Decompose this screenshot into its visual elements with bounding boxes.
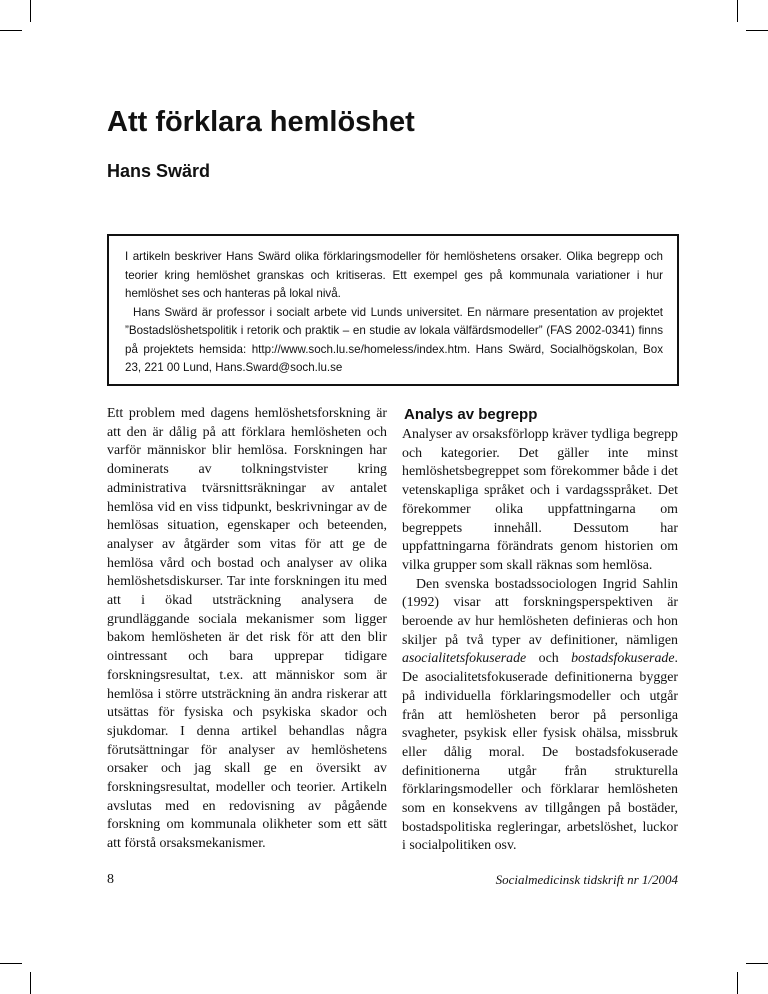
crop-mark-top-right-vertical: [737, 0, 738, 22]
body-paragraph-intro: Ett problem med dagens hemlöshetsforskning är att den är dålig på att förklara hemlösheten och varför människor blir hemlösa. Forskningen har dominerats av tolkningstvister kring administrativa tvärsnittsräkningar av antalet hemlösa vid en viss tidpunkt, beskrivningar av de hemlösas situation, egenskaper och beteenden, analyser av åtgärder som vitas för att ge de hemlösa vård och bostad och analyser av olika hemlöshetsdiskurser. Tar inte forskningen itu med att i ökad utsträckning analysera de grundläggande sociala mekanismer som ligger bakom hemlösheten är det risk för att den blir ointressant och bara upprepar tidigare forskningsresultat, t.ex. att människor som är hemlösa i större utsträckning än andra riskerar att utsättas för fysiska och psykiska skador och sjukdomar. I denna artikel behandlas några förutsättningar för analyser av hemlöshetens orsaker och jag skall ge en översikt av forskningsresultat, modeller och teorier. Artikeln avslutas med en redovisning av pågående forskning om kommunala olikheter som ett sätt att förstå orsaksmekanismer.: [107, 406, 387, 852]
text-segment: Den svenska bostadssociologen Ingrid Sahlin (1992) visar att forskningsperspektiven är beroende av hur hemlösheten definieras och hon skiljer på två typer av definitioner, nämligen: [402, 576, 678, 648]
section-heading: Analys av begrepp: [404, 406, 538, 423]
crop-mark-bottom-right-vertical: [737, 972, 738, 994]
text-segment: och: [526, 651, 572, 667]
crop-mark-bottom-right-horizontal: [746, 963, 768, 964]
crop-mark-bottom-left-vertical: [30, 972, 31, 994]
body-paragraph-definitions: [402, 576, 678, 857]
crop-mark-top-right-horizontal: [746, 30, 768, 31]
abstract-paragraph-author-info: Hans Swärd är professor i socialt arbete vid Lunds universitet. En närmare presentation av projektet ”Bostadslöshetspolitik i retorik och praktik – en studie av lokala välfärdsmodeller” (FAS 2002-0341) finns på projektets hemsida: http://www.soch.lu.se/homeless/index.htm. Hans Swärd, Socialhögskolan, Box 23, 221 00 Lund, Hans.Sward@soch.lu.se: [125, 305, 663, 374]
crop-mark-bottom-left-horizontal: [0, 963, 22, 964]
article-title: Att förklara hemlöshet: [107, 106, 415, 138]
abstract-box: [107, 234, 679, 386]
journal-footer: Socialmedicinsk tidskrift nr 1/2004: [495, 872, 678, 887]
article-author: Hans Swärd: [107, 161, 211, 181]
right-column: [402, 426, 678, 856]
page-number: 8: [107, 872, 114, 887]
body-paragraph-concepts: Analyser av orsaksförlopp kräver tydliga begrepp och kategorier. Det gäller inte minst hemlöshetsbegreppet som förekommer både i det vetenskapliga språket och i vardagsspråket. Det förekommer olika uppfattningarna om begreppets innehåll. Dessutom har uppfattningarna förändrats genom historien om vilka grupper som skall räknas som hemlösa.: [402, 427, 678, 573]
crop-mark-top-left-horizontal: [0, 30, 22, 31]
text-segment: . De asocialitetsfokuserade definitionerna bygger på individuella förklaringsmodeller och utgår från att hemlösheten beror på personliga svagheter, psykisk eller fysisk ohälsa, missbruk eller dålig moral. De bostadsfokuserade definitionerna utgår från strukturella förklaringsmodeller och förklarar hemlösheten som en konsekvens av tillgången på bostäder, bostadspolitiska regleringar, arbetslöshet, luckor i socialpolitiken osv.: [402, 651, 678, 854]
abstract-paragraph-summary: I artikeln beskriver Hans Swärd olika förklaringsmodeller för hemlöshetens orsaker. Olika begrepp och teorier kring hemlöshet granskas och kritiseras. Ett exempel ges på kommunala variationer i hur hemlöshet ses och hanteras på lokal nivå.: [125, 250, 663, 300]
emphasis-term-asocial: asocialitetsfokuserade: [402, 651, 527, 667]
emphasis-term-housing: bostadsfokuserade: [571, 651, 675, 667]
crop-mark-top-left-vertical: [30, 0, 31, 22]
left-column: [107, 405, 387, 854]
